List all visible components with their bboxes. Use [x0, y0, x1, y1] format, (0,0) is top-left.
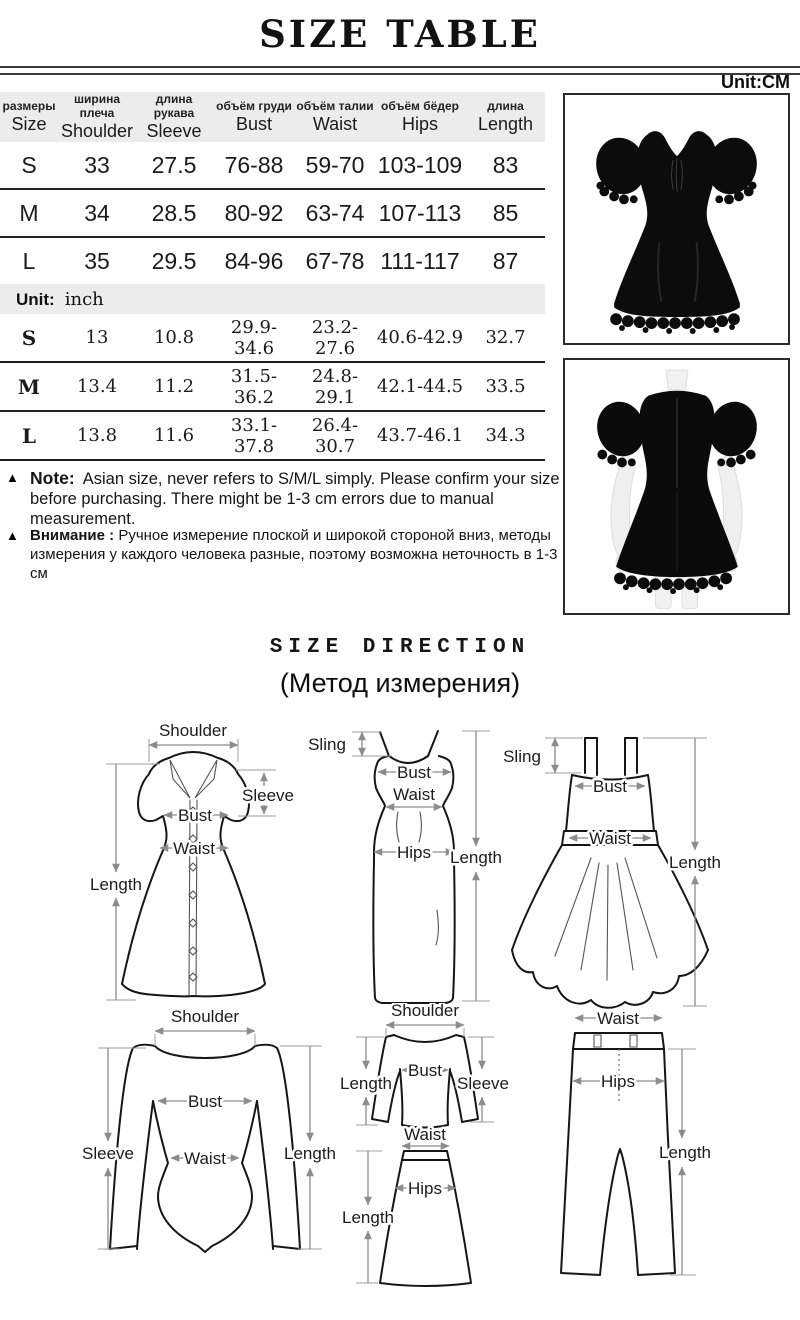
length-label: Length	[284, 1144, 336, 1163]
sleeve-label: Sleeve	[242, 786, 294, 805]
divider	[0, 66, 800, 75]
product-photo-back	[563, 358, 790, 615]
col-size: размеры Size	[0, 92, 58, 142]
cell: 10.8	[136, 314, 212, 362]
waist-label: Waist	[597, 1009, 639, 1028]
product-photo-front	[563, 93, 790, 345]
cell: 26.4-30.7	[296, 411, 374, 460]
note-english	[6, 468, 566, 529]
cell: 11.6	[136, 411, 212, 460]
note-text: Asian size, never refers to S/M/L simply. Please confirm your size before purchasing. There might be 1-3 cm errors due to manual measurement.	[30, 470, 560, 528]
cm-row-s	[0, 142, 545, 189]
col-bust: объём груди Bust	[212, 92, 296, 142]
cell: 76-88	[212, 142, 296, 189]
hips-label: Hips	[600, 1072, 636, 1091]
cell: 33	[58, 142, 136, 189]
waist-label: Waist	[589, 829, 631, 848]
sling-label: Sling	[308, 735, 346, 754]
bust-label: Bust	[187, 1092, 223, 1111]
cell: L	[22, 247, 36, 274]
cell: 83	[466, 142, 545, 189]
cell: 43.7-46.1	[374, 411, 466, 460]
table-header-row	[0, 92, 545, 142]
bodysuit-diagram	[58, 1006, 338, 1286]
slip-dress-diagram	[300, 710, 515, 1015]
length-label: Length	[659, 1143, 711, 1162]
strap-dress-diagram	[495, 718, 730, 1013]
cm-row-l	[0, 237, 545, 284]
sleeve-label: Sleeve	[457, 1074, 509, 1093]
length-label: Length	[450, 848, 502, 867]
unit-inch-prefix: Unit:	[16, 289, 55, 309]
cell: 34	[58, 189, 136, 237]
pants-diagram	[542, 1003, 792, 1298]
cell: 13.4	[58, 362, 136, 411]
size-table	[0, 92, 545, 461]
dress-back-illustration	[565, 360, 788, 613]
cell: 32.7	[466, 314, 545, 362]
cell: 107-113	[374, 189, 466, 237]
cell: 33.1-37.8	[212, 411, 296, 460]
shoulder-label: Shoulder	[390, 1003, 460, 1020]
cell: L	[0, 411, 58, 460]
unit-inch-row	[0, 284, 545, 314]
tee-and-skirt-diagram	[322, 1003, 527, 1320]
shoulder-label: Shoulder	[170, 1007, 240, 1026]
cell: M	[0, 189, 58, 237]
hips-label: Hips	[407, 1179, 443, 1198]
cell: 80-92	[212, 189, 296, 237]
waist-label: Waist	[184, 1149, 226, 1168]
hips-label: Hips	[396, 843, 432, 862]
cell: S	[0, 314, 58, 362]
note-text-ru: Ручное измерение плоской и широкой стороной вниз, методы измерения у каждого человека разные, поэтому возможна неточность в 1-3 см	[30, 527, 558, 582]
triangle-bullet-icon: ▲	[6, 528, 19, 543]
sleeve-label: Sleeve	[82, 1144, 134, 1163]
cell: 40.6-42.9	[374, 314, 466, 362]
cell: 59-70	[296, 142, 374, 189]
cell: 23.2-27.6	[296, 314, 374, 362]
cell: 11.2	[136, 362, 212, 411]
cell: 24.8-29.1	[296, 362, 374, 411]
cell: S	[0, 142, 58, 189]
bust-label: Bust	[592, 777, 628, 796]
cell: 84-96	[224, 247, 284, 274]
cell: 33.5	[466, 362, 545, 411]
cm-row-m	[0, 189, 545, 237]
cell: 29.9-34.6	[212, 314, 296, 362]
cell: 42.1-44.5	[374, 362, 466, 411]
unit-cm-label: Unit:CM	[721, 72, 790, 92]
sling-label: Sling	[503, 747, 541, 766]
size-direction-title: SIZE DIRECTION	[269, 636, 531, 659]
note-label-ru: Внимание :	[30, 527, 115, 544]
cell: 28.5	[136, 189, 212, 237]
cell: 27.5	[136, 142, 212, 189]
col-length: длина Length	[466, 92, 545, 142]
note-label: Note:	[30, 468, 75, 488]
col-shoulder: ширина плеча Shoulder	[58, 92, 136, 142]
inch-row-s	[0, 314, 545, 362]
cell: 87	[492, 247, 519, 274]
cell: M	[0, 362, 58, 411]
triangle-bullet-icon: ▲	[6, 470, 19, 485]
cell: 13	[58, 314, 136, 362]
cell: 34.3	[466, 411, 545, 460]
unit-inch-value: inch	[64, 288, 104, 310]
note-russian	[6, 526, 566, 583]
dress-front-illustration	[565, 95, 788, 343]
col-hips: объём бёдер Hips	[374, 92, 466, 142]
cell: 67-78	[305, 247, 365, 274]
cell: 13.8	[58, 411, 136, 460]
bust-label: Bust	[396, 763, 432, 782]
col-waist: объём талии Waist	[296, 92, 374, 142]
cell: 85	[466, 189, 545, 237]
page-title: SIZE TABLE	[259, 12, 541, 56]
shirt-dress-diagram	[78, 712, 303, 1012]
cell: 63-74	[296, 189, 374, 237]
inch-row-l	[0, 411, 545, 460]
cell: 103-109	[374, 142, 466, 189]
bust-label: Bust	[407, 1061, 443, 1080]
length-label: Length	[340, 1074, 392, 1093]
waist-label: Waist	[173, 839, 215, 858]
waist-label: Waist	[393, 785, 435, 804]
size-direction-subtitle: (Метод измерения)	[279, 668, 521, 698]
length-label: Length	[342, 1208, 394, 1227]
cell: 35	[84, 247, 110, 274]
shoulder-label: Shoulder	[158, 721, 228, 740]
cell: 29.5	[151, 247, 197, 274]
waist-label: Waist	[404, 1125, 446, 1144]
col-sleeve: длина рукава Sleeve	[136, 92, 212, 142]
cell: 111-117	[380, 247, 460, 274]
length-label: Length	[90, 875, 142, 894]
inch-row-m	[0, 362, 545, 411]
length-label: Length	[669, 853, 721, 872]
bust-label: Bust	[177, 806, 213, 825]
cell: 31.5-36.2	[212, 362, 296, 411]
